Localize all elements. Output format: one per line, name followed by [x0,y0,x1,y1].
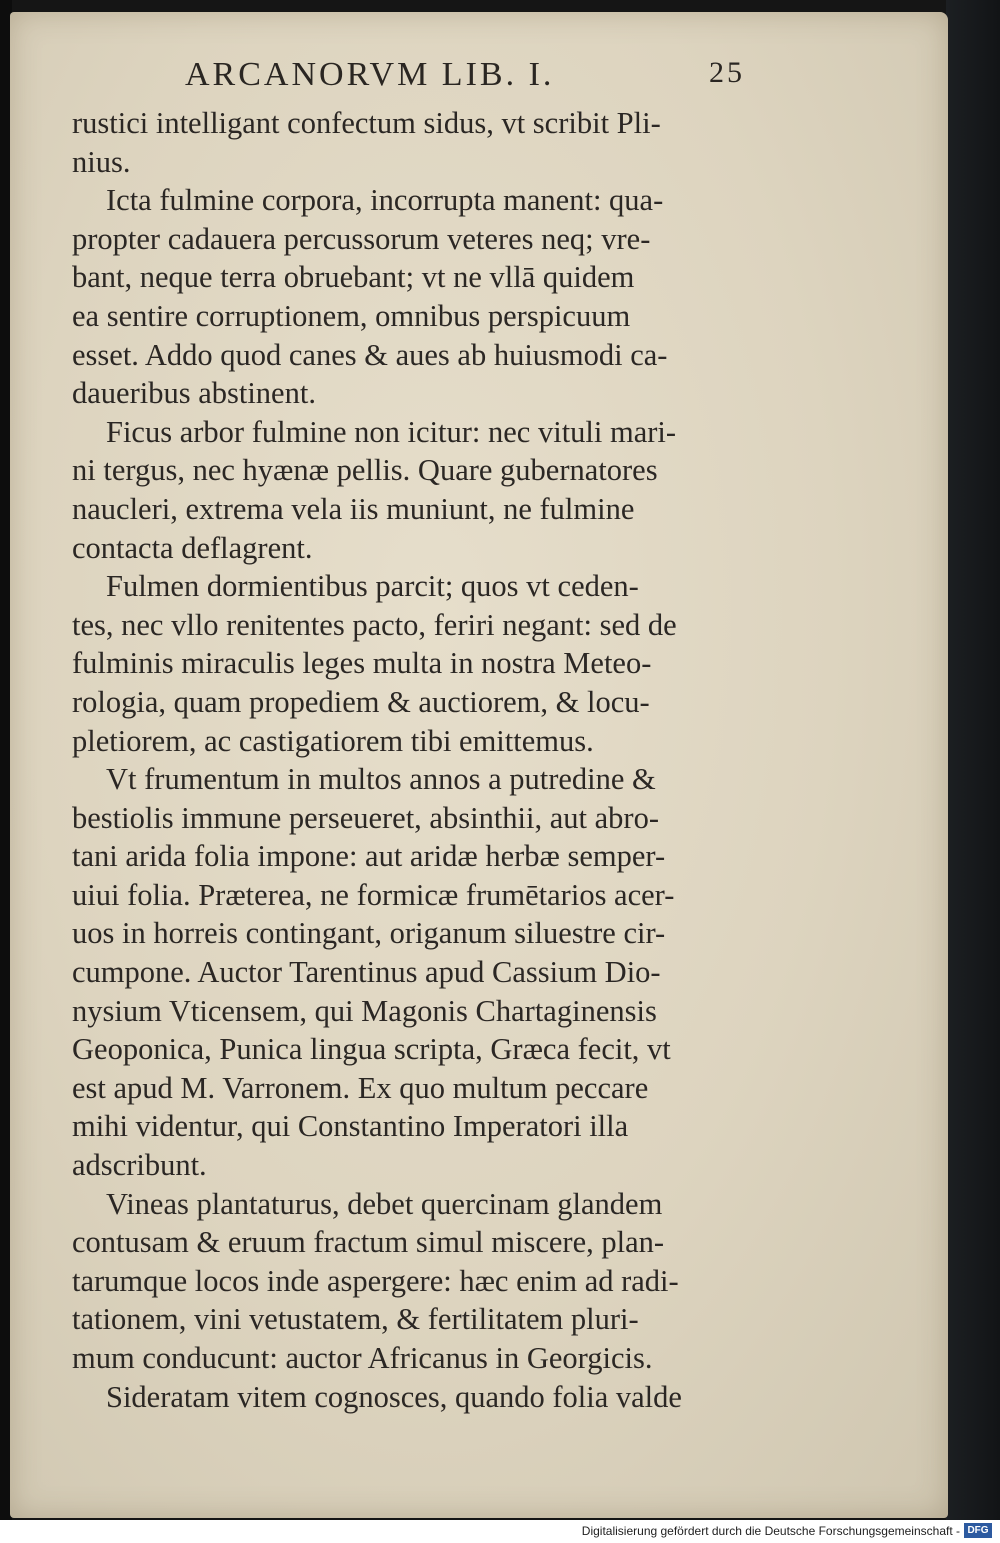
text-line: nius. [72,144,131,179]
running-head [185,56,745,106]
text-line: propter cadauera percussorum veteres neq; vre- [72,221,651,256]
text-line: Sideratam vitem cognosces, quando folia valde [106,1379,682,1414]
text-line: rustici intelligant confectum sidus, vt scribit Pli- [72,106,661,140]
digitization-footer [0,1520,1000,1543]
text-line: bestiolis immune perseueret, absinthii, aut abro- [72,800,659,835]
text-line: uos in horreis contingant, origanum siluestre cir- [72,916,666,951]
text-line: ea sentire corruptionem, omnibus perspicuum [72,298,631,333]
text-line: Ficus arbor fulmine non icitur: nec vituli mari- [106,414,677,449]
text-line: fulminis miraculis leges multa in nostra Meteo- [72,646,652,681]
text-line: tani arida folia impone: aut aridæ herbæ semper- [72,839,666,874]
text-line: rologia, quam propediem & auctiorem, & locu- [72,684,650,719]
text-line: Vineas plantaturus, debet quercinam glandem [106,1186,663,1221]
text-line: mihi videntur, qui Constantino Imperatori illa [72,1109,629,1144]
text-line: uiui folia. Præterea, ne formicæ frumētarios acer- [72,877,675,912]
text-line: esset. Addo quod canes & aues ab huiusmodi ca- [72,337,668,372]
page-edge [946,0,1000,1520]
text-line: daueribus abstinent. [72,376,316,411]
running-head-title: ARCANORVM LIB. I. [185,56,555,93]
footer-credit: Digitalisierung gefördert durch die Deutsche Forschungsgemeinschaft - [581,1524,960,1538]
text-line: contusam & eruum fractum simul miscere, plan- [72,1225,665,1260]
text-line: Geoponica, Punica lingua scripta, Græca fecit, vt [72,1032,671,1067]
text-line: naucleri, extrema vela iis muniunt, ne fulmine [72,491,635,526]
text-line: contacta deflagrent. [72,530,313,565]
text-line: bant, neque terra obruebant; vt ne vllā quidem [72,260,635,295]
text-line: adscribunt. [72,1148,207,1183]
text-line: tationem, vini vetustatem, & fertilitatem pluri- [72,1302,639,1337]
text-line: nysium Vticensem, qui Magonis Chartaginensis [72,993,657,1028]
dfg-logo: DFG [964,1523,992,1538]
text-line: Fulmen dormientibus parcit; quos vt ceden- [106,569,639,604]
page-number: 25 [709,56,745,89]
text-line: cumpone. Auctor Tarentinus apud Cassium Dio- [72,955,661,990]
text-line: ni tergus, nec hyænæ pellis. Quare gubernatores [72,453,658,488]
text-line: tes, nec vllo renitentes pacto, feriri negant: sed de [72,607,677,642]
text-line: pletiorem, ac castigatiorem tibi emittemus. [72,723,594,758]
text-line: tarumque locos inde aspergere: hæc enim ad radi- [72,1263,679,1298]
text-line: Icta fulmine corpora, incorrupta manent: qua- [106,183,664,218]
body-text [72,104,760,1416]
text-line: Vt frumentum in multos annos a putredine & [106,762,656,797]
text-line: est apud M. Varronem. Ex quo multum peccare [72,1070,649,1105]
text-line: mum conducunt: auctor Africanus in Georgicis. [72,1341,653,1375]
